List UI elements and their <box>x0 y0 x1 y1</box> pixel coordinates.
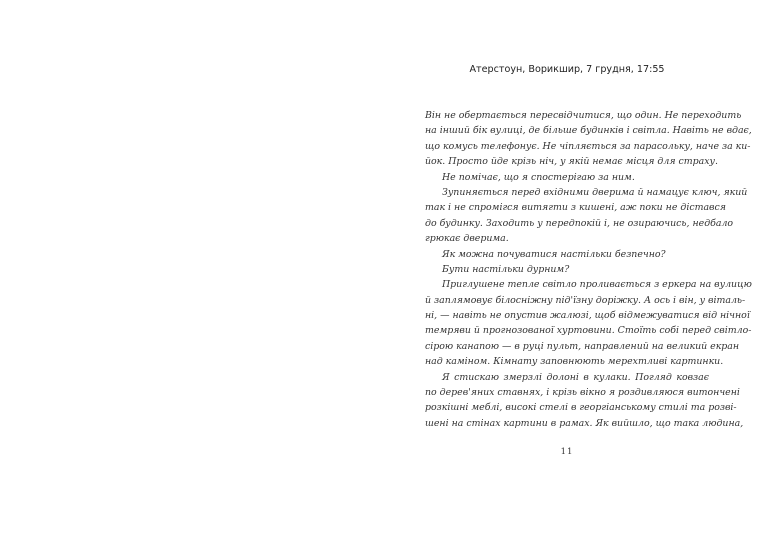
chapter-heading: Атерстоун, Ворикшир, 7 грудня, 17:55 <box>469 64 665 75</box>
text-line: Я стискаю змерзлі долоні в кулаки. Погляд ковзає <box>442 371 709 383</box>
text-line: йок. Просто йде крізь ніч, у якій немає місця для страху. <box>425 156 718 168</box>
text-line: й заплямовує білосніжну під'їзну доріжку. А ось і він, у віталь- <box>425 294 746 306</box>
text-line: Зупиняється перед вхідними дверима й намацує ключ, який <box>442 186 748 198</box>
text-line: що комусь телефонує. Не чіпляється за парасольку, наче за ки- <box>425 140 751 152</box>
text-line: сірою канапою — в руці пульт, направлений на великий екран <box>425 340 740 352</box>
text-line: Він не обертається пересвідчитися, що один. Не переходить <box>425 110 742 121</box>
text-line: розкішні меблі, високі стелі в георгіанському стилі та розві- <box>425 402 737 414</box>
text-line: ні, — навіть не опустив жалюзі, щоб відмежуватися від нічної <box>425 310 750 322</box>
text-line: Бути настільки дурним? <box>442 263 570 275</box>
page-number: 11 <box>560 447 574 457</box>
text-line: темряви й прогнозованої хуртовини. Стоїть собі перед світло- <box>425 325 752 337</box>
body-text <box>425 108 752 431</box>
text-line: так і не спромігся витягти з кишені, аж поки не дістався <box>425 202 726 214</box>
text-line: до будинку. Заходить у передпокій і, не озираючись, недбало <box>425 217 734 229</box>
text-line: над каміном. Кімнату заповнюють мерехтливі картинки. <box>425 356 724 368</box>
text-line: на інший бік вулиці, де більше будинків і світла. Навіть не вдає, <box>425 125 752 137</box>
text-line: грюкає дверима. <box>425 233 509 245</box>
text-line: Як можна почуватися настільки безпечно? <box>442 248 666 260</box>
text-line: по дерев'яних ставнях, і крізь вікно я роздивляюся витончені <box>425 387 740 399</box>
text-line: Не помічає, що я спостерігаю за ним. <box>442 171 635 183</box>
text-line: Приглушене тепле світло проливається з еркера на вулицю <box>442 279 752 291</box>
text-line: шені на стінах картини в рамах. Як вийшло, що така людина, <box>425 417 744 429</box>
